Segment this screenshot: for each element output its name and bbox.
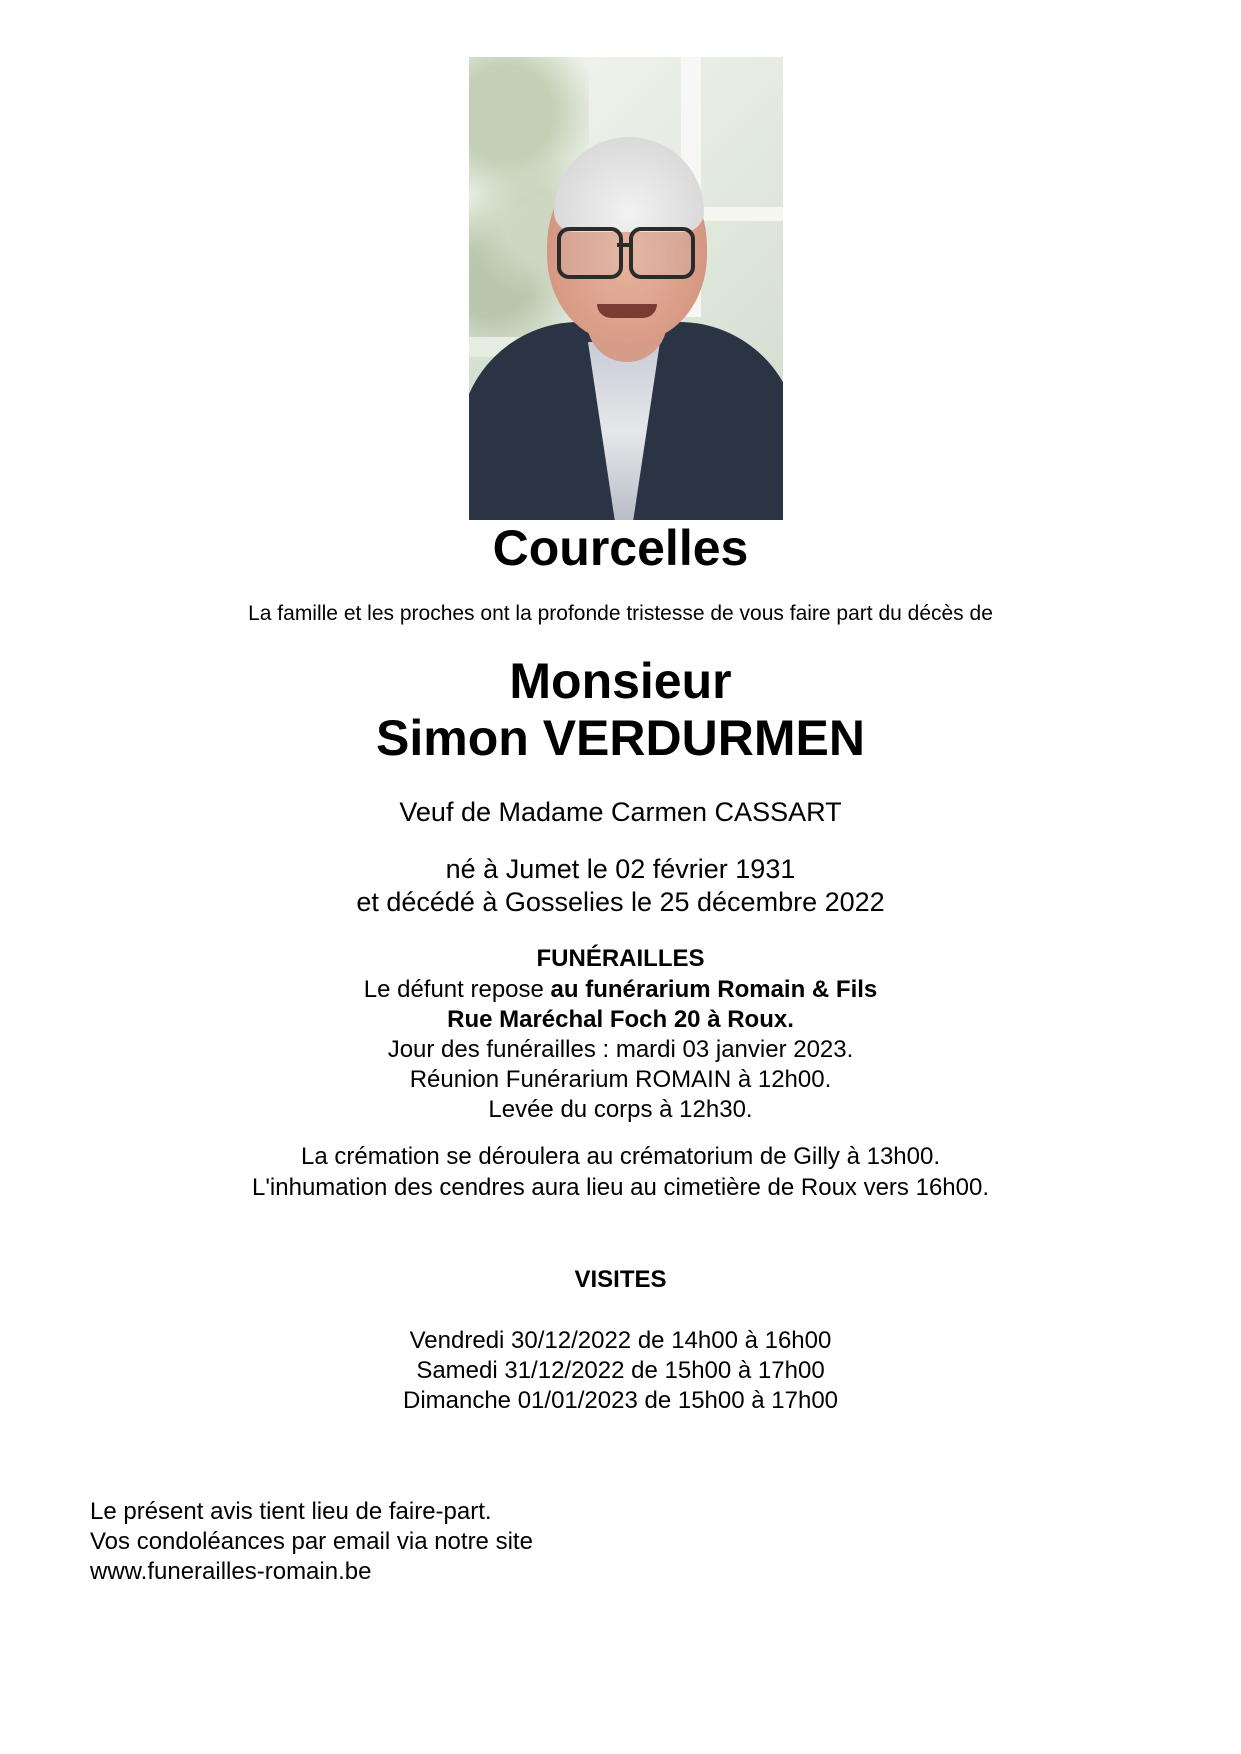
funerals-heading: FUNÉRAILLES: [536, 945, 705, 972]
death-line: et décédé à Gosselies le 25 décembre 2022: [356, 887, 885, 917]
deceased-name: Simon VERDURMEN: [376, 710, 865, 766]
body-lift-time: Levée du corps à 12h30.: [488, 1096, 753, 1123]
footer-notice: Le présent avis tient lieu de faire-part.: [90, 1498, 492, 1525]
portrait-photo: [469, 57, 783, 520]
visit-line: Vendredi 30/12/2022 de 14h00 à 16h00: [409, 1327, 832, 1354]
repose-place: au funérarium Romain & Fils: [550, 976, 878, 1003]
town-title: Courcelles: [492, 520, 749, 576]
glasses-left-lens: [557, 227, 623, 279]
civility: Monsieur: [509, 653, 732, 709]
burial-line: L'inhumation des cendres aura lieu au cimetière de Roux vers 16h00.: [251, 1174, 989, 1201]
meeting-time: Réunion Funérarium ROMAIN à 12h00.: [409, 1066, 832, 1093]
visit-line: Samedi 31/12/2022 de 15h00 à 17h00: [416, 1357, 825, 1384]
repose-prefix: Le défunt repose: [363, 976, 551, 1003]
glasses-bridge: [617, 243, 631, 247]
funerarium-address: Rue Maréchal Foch 20 à Roux.: [447, 1006, 794, 1033]
glasses-right-lens: [629, 227, 695, 279]
footer-website-link[interactable]: www.funerailles-romain.be: [90, 1558, 372, 1585]
smile: [597, 304, 657, 318]
intro-text: La famille et les proches ont la profonde tristesse de vous faire part du décès de: [248, 602, 993, 625]
cremation-line: La crémation se déroulera au crématorium de Gilly à 13h00.: [301, 1143, 940, 1170]
footer-condolences: Vos condoléances par email via notre site: [90, 1528, 533, 1555]
birth-line: né à Jumet le 02 février 1931: [445, 854, 796, 884]
widow-line: Veuf de Madame Carmen CASSART: [399, 797, 842, 827]
repose-line: [0, 975, 1241, 1005]
window-frame-horizontal: [691, 207, 783, 221]
visit-line: Dimanche 01/01/2023 de 15h00 à 17h00: [402, 1387, 839, 1414]
visits-heading: VISITES: [574, 1266, 667, 1293]
funeral-day: Jour des funérailles : mardi 03 janvier 2023.: [387, 1036, 854, 1063]
